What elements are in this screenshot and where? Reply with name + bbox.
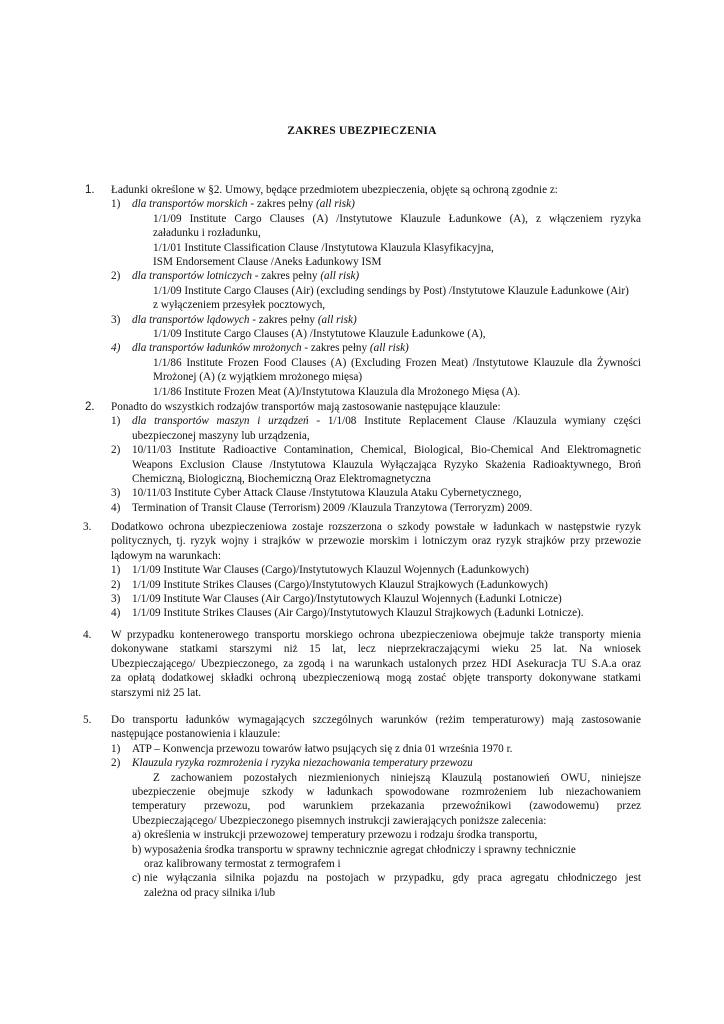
item-number: 4) <box>111 607 121 620</box>
paragraph-line: za opłatą dodatkowej składki ochroną ubezpieczeniową mogą zostać objęte transporty dokonywane statkami <box>111 672 641 685</box>
paragraph-line: dokonywane statkami starszymi niż 15 lat, lecz nieprzekraczającymi wieku 25 lat. Na wniosek <box>111 643 641 656</box>
item-number: 4) <box>111 342 121 355</box>
clause-text: 1/1/09 Institute Cargo Clauses (Air) (excluding sendings by Post) /Instytutowe Klauzule Ładunkowe (Air) <box>153 284 629 297</box>
clause-text: 1/1/86 Institute Frozen Food Clauses (A) (Excluding Frozen Meat) /Instytutowe Klauzule dla Żywności <box>153 356 641 369</box>
item-number: 1) <box>111 564 121 577</box>
all-risk-label: (all risk) <box>315 198 355 211</box>
list-item <box>111 341 641 399</box>
section-2 <box>83 400 641 515</box>
lettered-item <box>132 828 641 842</box>
list-item <box>111 269 641 312</box>
all-risk-label: (all risk) <box>369 342 409 355</box>
list-item <box>111 313 641 342</box>
clause-text: ATP – Konwencja przewozu towarów łatwo psujących się z dnia 01 września 1970 r. <box>132 742 513 755</box>
item-number: 2) <box>111 444 121 457</box>
transport-type: dla transportów lotniczych <box>132 270 252 283</box>
clause-text-cont: zależna od pracy silnika i/lub <box>144 886 276 899</box>
paragraph-line: starszymi niż 25 lat. <box>111 686 202 699</box>
clause-text <box>132 414 641 428</box>
clause-text: 1/1/09 Institute Cargo Clauses (A) /Instytutowe Klauzule Ładunkowe (A), z włączeniem ryzyka <box>153 212 641 225</box>
clause-text: określenia w instrukcji przewozowej temperatury przewozu i rodzaju środka transportu, <box>144 829 538 842</box>
clause-text: ISM Endorsement Clause /Aneks Ładunkowy ISM <box>153 256 382 269</box>
clause-text-cont: Mrożonej (A) (z wyjątkiem mrożonego mięsa) <box>153 371 363 384</box>
section-3 <box>83 520 641 621</box>
clause-text: 10/11/03 Institute Cyber Attack Clause /Instytutowa Klauzula Ataku Cybernetycznego, <box>132 487 522 500</box>
item-number: 4) <box>111 501 121 514</box>
list-item <box>111 742 641 756</box>
clause-text: 1/1/09 Institute Cargo Clauses (A) /Instytutowe Klauzule Ładunkowe (A), <box>153 328 486 341</box>
item-number: 1) <box>111 742 121 755</box>
clause-text: 1/1/09 Institute Strikes Clauses (Cargo)/Instytutowych Klauzul Strajkowych (Ładunkowych) <box>132 578 548 591</box>
section-5 <box>83 713 641 900</box>
item-letter: a) <box>132 829 141 842</box>
item-letter: b) <box>132 843 142 856</box>
clause-text: 1/1/09 Institute War Clauses (Air Cargo)/Instytutowych Klauzul Wojennych (Ładunki Lotnicze) <box>132 593 562 606</box>
item-letter: c) <box>132 872 141 885</box>
clause-text-cont: załadunku i rozładunku, <box>153 227 261 240</box>
clause-heading: Klauzula ryzyka rozmrożenia i ryzyka niezachowania temperatury przewozu <box>132 757 473 770</box>
transport-type: dla transportów morskich <box>132 198 248 211</box>
transport-type: dla transportów lądowych <box>132 313 250 326</box>
item-heading <box>132 341 641 355</box>
paragraph-line: Ubezpieczającego/ Ubezpieczonego, za zgodą i na warunkach ustalonych przez HDI Asekuracja TU S.A.a oraz <box>111 657 641 670</box>
item-heading <box>132 313 641 327</box>
section-intro: Ponadto do wszystkich rodzajów transportów mają zastosowanie następujące klauzule: <box>111 401 501 413</box>
item-number: 3) <box>111 313 121 326</box>
transport-type: dla transportów maszyn i urządzeń <box>132 415 309 428</box>
list-item <box>111 501 641 515</box>
paragraph-line: ubezpieczenie obejmuje szkody w ładunkach spowodowane rozmrożeniem lub niezachowaniem <box>132 786 641 799</box>
section-1 <box>83 183 641 399</box>
section-number: 1. <box>85 184 95 196</box>
paragraph-line: Dodatkowo ochrona ubezpieczeniowa zostaje rozszerzona o szkody powstałe w ładunkach w następstwie ryzyk <box>111 521 641 533</box>
paragraph-line: temperatury przewozu, pod warunkiem przekazania przewoźnikowi (zawodowemu) przez <box>132 800 641 813</box>
scope-text: - zakres pełny <box>251 270 321 283</box>
item-number: 2) <box>111 757 121 770</box>
clause-text: nie wyłączania silnika pojazdu na postojach w przypadku, gdy praca agregatu chłodniczego jest <box>144 872 641 885</box>
clause-text-cont: ubezpieczonej maszyny lub urządzenia, <box>132 429 310 442</box>
clause-text: 1/1/86 Institute Frozen Meat (A)/Instytutowa Klauzula dla Mrożonego Mięsa (A). <box>153 385 521 398</box>
all-risk-label: (all risk) <box>317 313 357 326</box>
clause-text: 1/1/01 Institute Classification Clause /Instytutowa Klauzula Klasyfikacyjna, <box>153 241 494 254</box>
clause-text: 10/11/03 Institute Radioactive Contamination, Chemical, Biological, Bio-Chemical And Elektromagnetic <box>132 444 641 457</box>
section-number: 2. <box>85 401 95 413</box>
list-item <box>111 486 641 500</box>
item-heading <box>132 269 641 283</box>
section-number: 4. <box>83 629 92 641</box>
item-number: 1) <box>111 415 121 428</box>
list-item <box>111 197 641 269</box>
section-number: 3. <box>83 521 92 533</box>
all-risk-label: (all risk) <box>320 270 360 283</box>
section-4 <box>83 628 641 700</box>
list-item <box>111 414 641 443</box>
clause-text-cont: Chemiczną, Biologiczną, Biochemiczną Oraz Elektromagnetyczna <box>132 473 431 486</box>
item-heading <box>132 197 641 211</box>
item-number: 2) <box>111 578 121 591</box>
clause-text-cont: z wyłączeniem przesyłek pocztowych, <box>153 299 326 312</box>
scope-text: - zakres pełny <box>247 198 316 211</box>
section-intro: Ładunki określone w §2. Umowy, będące przedmiotem ubezpieczenia, objęte są ochroną zgodnie z: <box>111 184 558 196</box>
clause-text-cont: Weapons Exclusion Clause /Instytutowa Klauzula Wyłączająca Ryzyko Skażenia Radioaktywnego, Broń <box>132 458 641 471</box>
section-number: 5. <box>83 714 92 726</box>
item-number: 3) <box>111 487 121 500</box>
paragraph-line: następujące postanowienia i klauzule: <box>111 728 281 741</box>
clause-text: 1/1/09 Institute Strikes Clauses (Air Cargo)/Instytutowych Klauzul Strajkowych (Ładunki Lotnicze). <box>132 607 584 620</box>
item-number: 1) <box>111 198 121 211</box>
paragraph-line: lądowym na warunkach: <box>111 549 221 562</box>
page-title: ZAKRES UBEZPIECZENIA <box>287 125 437 137</box>
scope-text: - zakres pełny <box>301 342 370 355</box>
list-item <box>111 606 641 620</box>
paragraph-line: politycznych, tj. ryzyk wojny i strajków w przewozie morskim i lotniczym oraz ryzyk strajków przy przewozie <box>111 535 641 548</box>
item-number: 3) <box>111 593 121 606</box>
scope-text: - zakres pełny <box>249 313 318 326</box>
paragraph-line: W przypadku kontenerowego transportu morskiego ochrona ubezpieczeniowa obejmuje także transporty mienia <box>111 629 641 641</box>
item-number: 2) <box>111 270 121 283</box>
list-item <box>111 592 641 606</box>
lettered-item <box>132 843 641 872</box>
paragraph-line: Do transportu ładunków wymagających szczególnych warunków (reżim temperaturowy) mają zastosowanie <box>111 714 641 726</box>
transport-type: dla transportów ładunków mrożonych <box>132 342 302 355</box>
clause-text: Termination of Transit Clause (Terrorism) 2009 /Klauzula Tranzytowa (Terroryzm) 2009. <box>132 501 533 514</box>
list-item <box>111 563 641 577</box>
list-item <box>111 443 641 486</box>
list-item <box>111 756 641 900</box>
clause-text-main: - 1/1/08 Institute Replacement Clause /Klauzula wymiany części <box>308 415 641 428</box>
clause-text-cont: oraz kalibrowany termostat z termografem i <box>144 858 341 871</box>
paragraph-line: Ubezpieczającego/ Ubezpieczonego pisemnych instrukcji zawierających poniższe zalecenia: <box>132 814 547 827</box>
clause-text: wyposażenia środka transportu w sprawny technicznie agregat chłodniczy i sprawny technicznie <box>144 843 576 856</box>
lettered-item <box>132 871 641 900</box>
clause-text: 1/1/09 Institute War Clauses (Cargo)/Instytutowych Klauzul Wojennych (Ładunkowych) <box>132 564 529 577</box>
list-item <box>111 578 641 592</box>
paragraph-line: Z zachowaniem pozostałych niezmienionych niniejszą Klauzulą postanowień OWU, niniejsze <box>153 771 641 784</box>
